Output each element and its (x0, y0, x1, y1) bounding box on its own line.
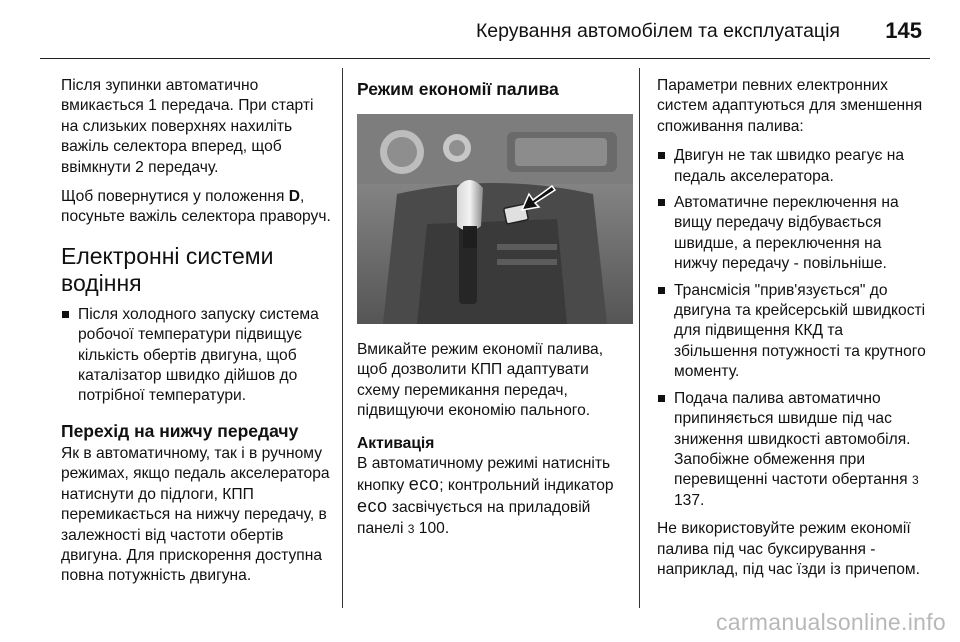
subsection-title-kickdown: Перехід на нижчу передачу (61, 420, 299, 441)
page-reference-icon: 3 (407, 521, 415, 536)
eco-indicator-icon: eco (357, 496, 388, 517)
section-title-eco-mode: Режим економії палива (357, 79, 559, 99)
bullet-square-icon (658, 287, 665, 294)
page-title: Керування автомобілем та експлуатація (475, 20, 840, 42)
page-reference-icon: 3 (911, 473, 919, 488)
gear-d-label: D (288, 188, 301, 206)
section-title-electronic-systems: Електронні системи водіння (61, 242, 274, 296)
bullet-list-eco-effects (657, 146, 929, 511)
bullet-square-icon (658, 199, 665, 206)
column-right (657, 76, 929, 589)
paragraph-towing-warning: Не використовуйте режим економії палива під час буксирування - наприклад, під час їзди із причепом. (657, 520, 920, 578)
list-item: Подача палива автоматично припиняється швидше під час зниження швидкості автомобіля. Запобіжне обмеження при перевищенні частоти обертання 3 137. (657, 389, 929, 511)
gear-selector-photo (357, 114, 633, 324)
paragraph-activation: В автоматичному режимі натисніть кнопку eco; контрольний індикатор eco засвічується на приладовій панелі 3 100. (357, 454, 614, 537)
page-header (40, 0, 930, 59)
bullet-list-cold-start (61, 305, 335, 407)
paragraph-first-gear: Після зупинки автоматично вмикається 1 передача. При старті на слизьких поверхнях нахиліть важіль селектора вперед, щоб ввімкнути 2 передачу. (61, 77, 314, 176)
column-middle (357, 79, 633, 548)
page-number: 145 (885, 18, 922, 43)
column-divider-right (639, 68, 640, 608)
subsection-title-activation: Активація (357, 434, 435, 452)
paragraph-eco-intro: Параметри певних електронних систем адаптуються для зменшення споживання палива: (657, 77, 923, 135)
bullet-square-icon (62, 311, 69, 318)
bullet-square-icon (658, 152, 665, 159)
list-item: Автоматичне переключення на вищу передачу відбувається швидше, а переключення на нижчу передачу - повільніше. (657, 193, 929, 275)
eco-button-icon: eco (408, 474, 440, 495)
paragraph-return-d: Щоб повернутися у положення D, посуньте важіль селектора праворуч. (61, 188, 331, 226)
column-left (61, 76, 335, 596)
paragraph-kickdown: Як в автоматичному, так і в ручному режимах, якщо педаль акселератора натиснути до підлоги, КПП перемикається на нижчу передачу, в залежності від частоти обертів двигуна. Для прискорення доступна повна потужність двигуна. (61, 444, 330, 585)
paragraph-eco-description: Вмикайте режим економії палива, щоб дозволити КПП адаптувати схему перемикання передач, підвищуючи економію пального. (357, 341, 604, 420)
watermark-text: carmanualsonline.info (715, 609, 946, 635)
list-item: Двигун не так швидко реагує на педаль акселератора. (657, 146, 929, 187)
list-item: Трансмісія "прив'язується" до двигуна та крейсерській швидкості для підвищення ККД та збільшення потужності та крутного моменту. (657, 281, 929, 383)
column-divider-left (342, 68, 343, 608)
gear-selector-illustration (357, 114, 633, 324)
bullet-square-icon (658, 395, 665, 402)
list-item: Після холодного запуску система робочої температури підвищує кількість обертів двигуна, щоб каталізатор швидко дійшов до потрібної температури. (61, 305, 335, 407)
